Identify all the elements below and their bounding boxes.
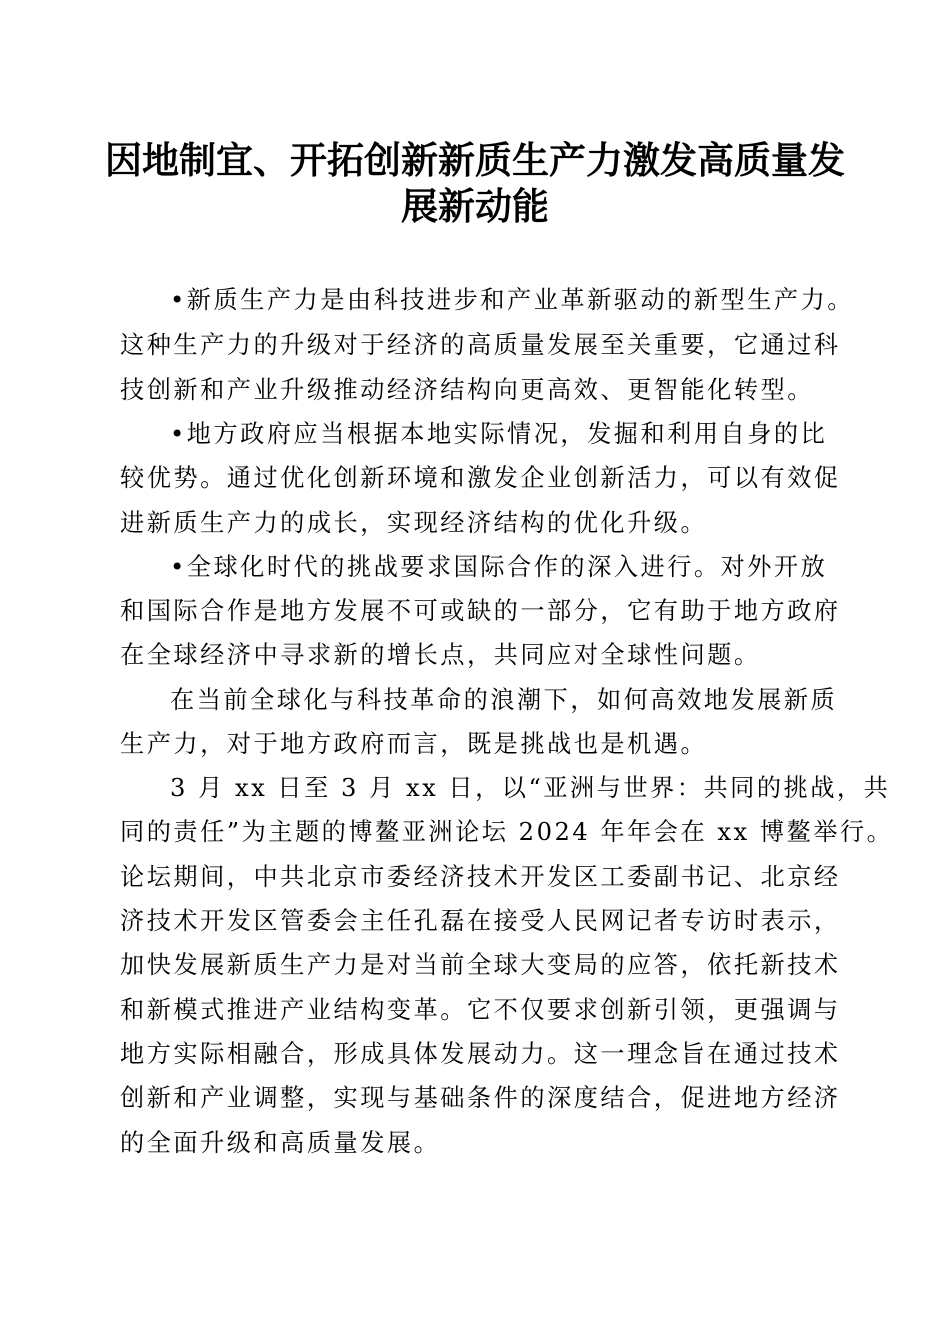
paragraph-2-line-2: 同的责任”为主题的博鳌亚洲论坛 2024 年年会在 xx 博鳌举行。: [120, 818, 894, 846]
bullet-3-line-2: 和国际合作是地方发展不可或缺的一部分，它有助于地方政府: [120, 597, 841, 625]
paragraph-2-line-4: 济技术开发区管委会主任孔磊在接受人民网记者专访时表示，: [120, 907, 841, 935]
paragraph-2-line-8: 创新和产业调整，实现与基础条件的深度结合，促进地方经济: [120, 1084, 841, 1112]
document-title-line-2: 展新动能: [401, 184, 549, 228]
document-title-line-1: 因地制宜、开拓创新新质生产力激发高质量发: [105, 138, 845, 182]
bullet-3-line-3: 在全球经济中寻求新的增长点，共同应对全球性问题。: [120, 641, 761, 669]
paragraph-1-line-2: 生产力，对于地方政府而言，既是挑战也是机遇。: [120, 730, 708, 758]
paragraph-2-line-3: 论坛期间，中共北京市委经济技术开发区工委副书记、北京经: [120, 863, 841, 891]
paragraph-2-line-9: 的全面升级和高质量发展。: [120, 1129, 441, 1157]
bullet-1-line-1: •新质生产力是由科技进步和产业革新驱动的新型生产力。: [170, 286, 854, 314]
bullet-1-line-3: 技创新和产业升级推动经济结构向更高效、更智能化转型。: [120, 376, 814, 404]
paragraph-2-line-7: 地方实际相融合，形成具体发展动力。这一理念旨在通过技术: [120, 1040, 841, 1068]
paragraph-2-line-6: 和新模式推进产业结构变革。它不仅要求创新引领，更强调与: [120, 996, 841, 1024]
paragraph-2-line-5: 加快发展新质生产力是对当前全球大变局的应答，依托新技术: [120, 951, 841, 979]
bullet-1-line-2: 这种生产力的升级对于经济的高质量发展至关重要，它通过科: [120, 331, 841, 359]
bullet-2-line-2: 较优势。通过优化创新环境和激发企业创新活力，可以有效促: [120, 464, 841, 492]
paragraph-1-line-1: 在当前全球化与科技革命的浪潮下，如何高效地发展新质: [170, 686, 838, 714]
bullet-3-line-1: •全球化时代的挑战要求国际合作的深入进行。对外开放: [170, 553, 828, 581]
bullet-2-line-1: •地方政府应当根据本地实际情况，发掘和利用自身的比: [170, 420, 828, 448]
bullet-2-line-3: 进新质生产力的成长，实现经济结构的优化升级。: [120, 509, 708, 537]
paragraph-2-line-1: 3 月 xx 日至 3 月 xx 日，以“亚洲与世界：共同的挑战，共: [170, 774, 891, 802]
